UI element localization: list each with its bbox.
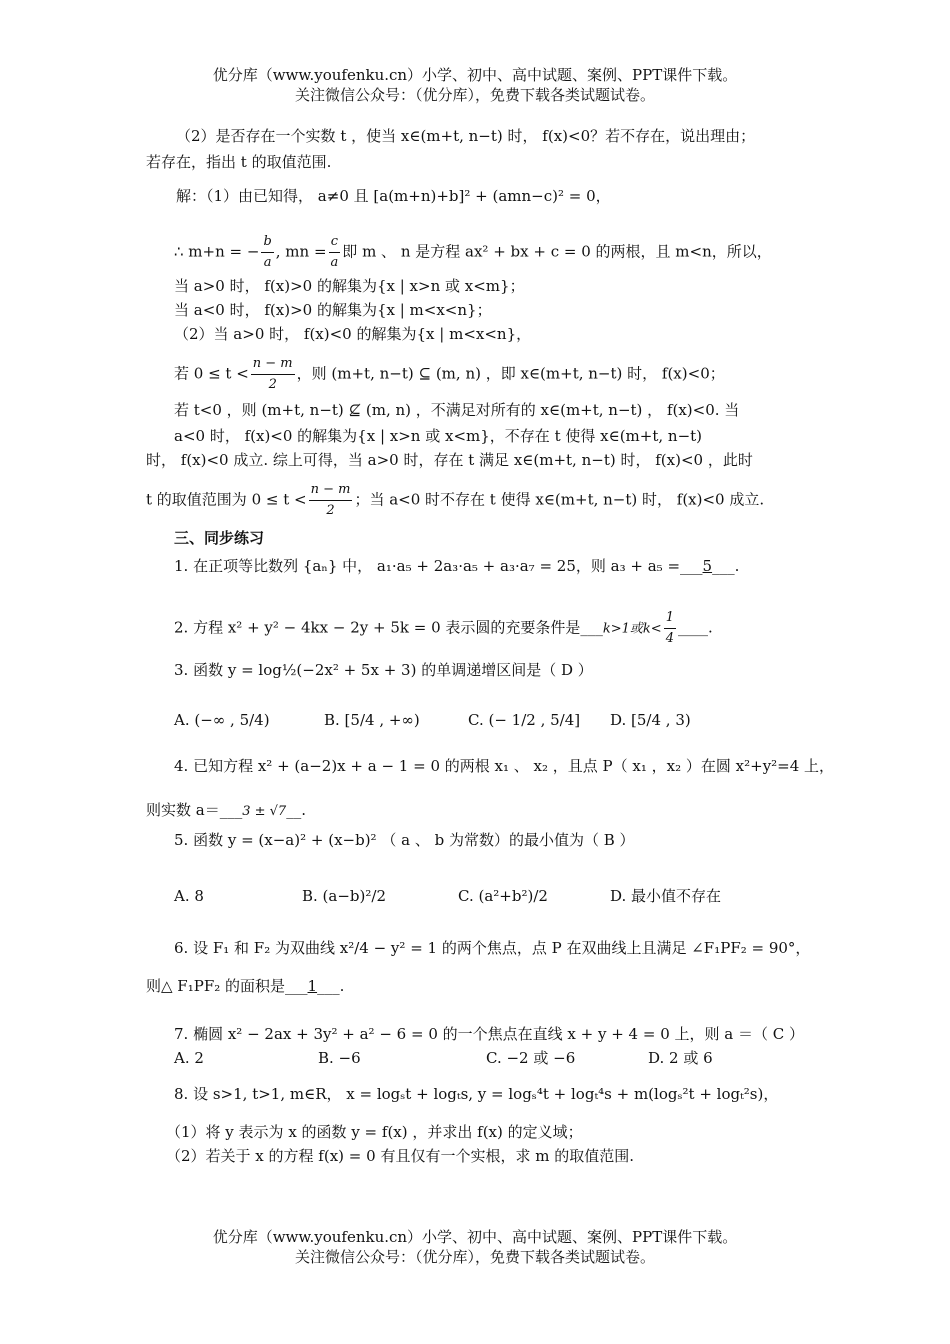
exercise-5: 5. 函数 y = (x−a)² + (x−b)² （ a 、 b 为常数）的最小值为（ B ） bbox=[174, 831, 635, 849]
solution-line-3: 当 a>0 时， f(x)>0 的解集为{x | x>n 或 x<m}； bbox=[174, 277, 525, 295]
fraction-denominator: a bbox=[263, 255, 272, 270]
exercise-4-text: 则实数 a＝ bbox=[146, 801, 220, 819]
solution-line-5: （2）当 a>0 时， f(x)<0 的解集为{x | m<x<n}， bbox=[174, 325, 532, 343]
fraction-b-over-a bbox=[261, 232, 273, 273]
exercise-3-option-b: B. [5/4 , +∞) bbox=[324, 711, 420, 729]
exercise-8-part-2: （2）若关于 x 的方程 f(x) = 0 有且仅有一个实根，求 m 的取值范围. bbox=[166, 1147, 634, 1165]
exercise-6-answer: 1 bbox=[307, 977, 318, 995]
solution-line-2-post: 即 m 、 n 是方程 ax² + bx + c = 0 的两根，且 m<n，所以， bbox=[342, 242, 772, 261]
exercise-2-answer: k>1或k< bbox=[602, 621, 662, 637]
exercise-8-part-1: （1）将 y 表示为 x 的函数 y = f(x) ，并求出 f(x) 的定义域； bbox=[166, 1123, 583, 1141]
exercise-6-line-2: 则△ F₁PF₂ 的面积是___1___. bbox=[146, 977, 345, 995]
solution-line-2-mid: , mn = bbox=[275, 242, 327, 261]
fraction-numerator: c bbox=[329, 232, 341, 253]
exercise-2: 2. 方程 x² + y² − 4kx − 2y + 5k = 0 表示圆的充要条件是___k>1或k< $\frac{1}{4}$ ____. bbox=[174, 608, 713, 649]
fraction-denominator: 2 bbox=[326, 503, 335, 518]
question-2-line-2: 若存在，指出 t 的取值范围. bbox=[146, 153, 332, 171]
exercise-6-text: 则△ F₁PF₂ 的面积是 bbox=[146, 977, 286, 995]
page-footer-line-2: 关注微信公众号：（优分库），免费下载各类试题试卷。 bbox=[294, 1248, 655, 1266]
fraction-c-over-a bbox=[329, 232, 341, 273]
exercise-7: 7. 椭圆 x² − 2ax + 3y² + a² − 6 = 0 的一个焦点在直线 x + y + 4 = 0 上，则 a ＝（ C ） bbox=[174, 1025, 804, 1043]
exercise-3-option-d: D. [5/4 , 3) bbox=[610, 711, 691, 729]
exercise-1-text: 1. 在正项等比数列 {aₙ} 中， a₁·a₅ + 2a₃·a₅ + a₃·a₇ = 25，则 a₃ + a₅ = bbox=[174, 557, 681, 575]
exercise-7-option-a: A. 2 bbox=[174, 1049, 204, 1067]
exercise-1: 1. 在正项等比数列 {aₙ} 中， a₁·a₅ + 2a₃·a₅ + a₃·a₇ = 25，则 a₃ + a₅ =___5___. bbox=[174, 557, 740, 575]
fraction-denominator: a bbox=[330, 255, 339, 270]
page-footer-line-1: 优分库（www.youfenku.cn）小学、初中、高中试题、案例、PPT课件下载。 bbox=[212, 1228, 738, 1246]
exercise-5-option-a: A. 8 bbox=[174, 887, 204, 905]
exercise-5-option-b: B. (a−b)²/2 bbox=[302, 887, 386, 905]
solution-line-9: 时， f(x)<0 成立. 综上可得，当 a>0 时，存在 t 满足 x∈(m+t, n−t) 时， f(x)<0 ，此时 bbox=[146, 451, 753, 469]
fraction-numerator: n − m bbox=[251, 354, 295, 375]
exercise-2-text: 2. 方程 x² + y² − 4kx − 2y + 5k = 0 表示圆的充要条件是 bbox=[174, 618, 581, 637]
solution-line-2 bbox=[174, 232, 772, 273]
section-title: 三、同步练习 bbox=[174, 529, 265, 547]
exercise-3-option-c: C. (− 1/2 , 5/4] bbox=[468, 711, 581, 729]
fraction-numerator: 1 bbox=[664, 608, 676, 629]
page-header-line-2: 关注微信公众号：（优分库），免费下载各类试题试卷。 bbox=[294, 86, 655, 104]
fraction-n-minus-m-over-2 bbox=[251, 354, 295, 395]
solution-line-10-post: ；当 a<0 时不存在 t 使得 x∈(m+t, n−t) 时， f(x)<0 成立. bbox=[354, 490, 765, 509]
fraction-numerator: b bbox=[261, 232, 273, 253]
exercise-7-option-c: C. −2 或 −6 bbox=[486, 1049, 576, 1067]
page-header-line-1: 优分库（www.youfenku.cn）小学、初中、高中试题、案例、PPT课件下载。 bbox=[212, 66, 738, 84]
exercise-5-option-d: D. 最小值不存在 bbox=[610, 887, 722, 905]
fraction-denominator: 4 bbox=[665, 631, 674, 646]
exercise-4-line-1: 4. 已知方程 x² + (a−2)x + a − 1 = 0 的两根 x₁ 、 x₂ ，且点 P（ x₁ ，x₂ ）在圆 x²+y²=4 上， bbox=[174, 757, 835, 775]
solution-line-1: 解：（1）由已知得， a≠0 且 [a(m+n)+b]² + (amn−c)² = 0， bbox=[176, 187, 611, 205]
exercise-5-option-c: C. (a²+b²)/2 bbox=[458, 887, 548, 905]
fraction-denominator: 2 bbox=[268, 377, 277, 392]
exercise-4-line-2: 则实数 a＝___3 ± √7__. bbox=[146, 801, 306, 819]
exercise-3-option-a: A. (−∞ , 5/4) bbox=[174, 711, 270, 729]
solution-line-2-pre: ∴ m+n = − bbox=[174, 242, 260, 261]
solution-line-10-pre: t 的取值范围为 0 ≤ t < bbox=[146, 490, 307, 509]
exercise-8: 8. 设 s>1, t>1, m∈R， x = logₛt + logₜs, y = logₛ⁴t + logₜ⁴s + m(logₛ²t + logₜ²s)， bbox=[174, 1085, 779, 1103]
exercise-7-option-b: B. −6 bbox=[318, 1049, 361, 1067]
fraction-n-minus-m-over-2 bbox=[309, 480, 353, 521]
exercise-1-answer: 5 bbox=[702, 557, 713, 575]
exercise-4-answer: 3 ± √7 bbox=[242, 804, 287, 819]
fraction-numerator: n − m bbox=[309, 480, 353, 501]
exercise-7-option-d: D. 2 或 6 bbox=[648, 1049, 713, 1067]
solution-line-8: a<0 时， f(x)<0 的解集为{x | x>n 或 x<m}，不存在 t 使得 x∈(m+t, n−t) bbox=[174, 427, 703, 445]
solution-line-10 bbox=[146, 480, 764, 521]
solution-line-6 bbox=[174, 354, 725, 395]
exercise-6-line-1: 6. 设 F₁ 和 F₂ 为双曲线 x²/4 − y² = 1 的两个焦点，点 P 在双曲线上且满足 ∠F₁PF₂ = 90°， bbox=[174, 939, 811, 957]
solution-line-6-post: ，则 (m+t, n−t) ⊆ (m, n) ，即 x∈(m+t, n−t) 时， f(x)<0； bbox=[296, 364, 725, 383]
solution-line-7: 若 t<0 ，则 (m+t, n−t) ⊈ (m, n) ，不满足对所有的 x∈(m+t, n−t) ， f(x)<0. 当 bbox=[174, 401, 740, 419]
exercise-3: 3. 函数 y = log½(−2x² + 5x + 3) 的单调递增区间是（ D ） bbox=[174, 661, 593, 679]
solution-line-4: 当 a<0 时， f(x)>0 的解集为{x | m<x<n}； bbox=[174, 301, 492, 319]
fraction-one-quarter bbox=[664, 608, 676, 649]
solution-line-6-pre: 若 0 ≤ t < bbox=[174, 364, 249, 383]
question-2-line-1: （2）是否存在一个实数 t ，使当 x∈(m+t, n−t) 时， f(x)<0？若不存在，说出理由； bbox=[176, 127, 756, 145]
